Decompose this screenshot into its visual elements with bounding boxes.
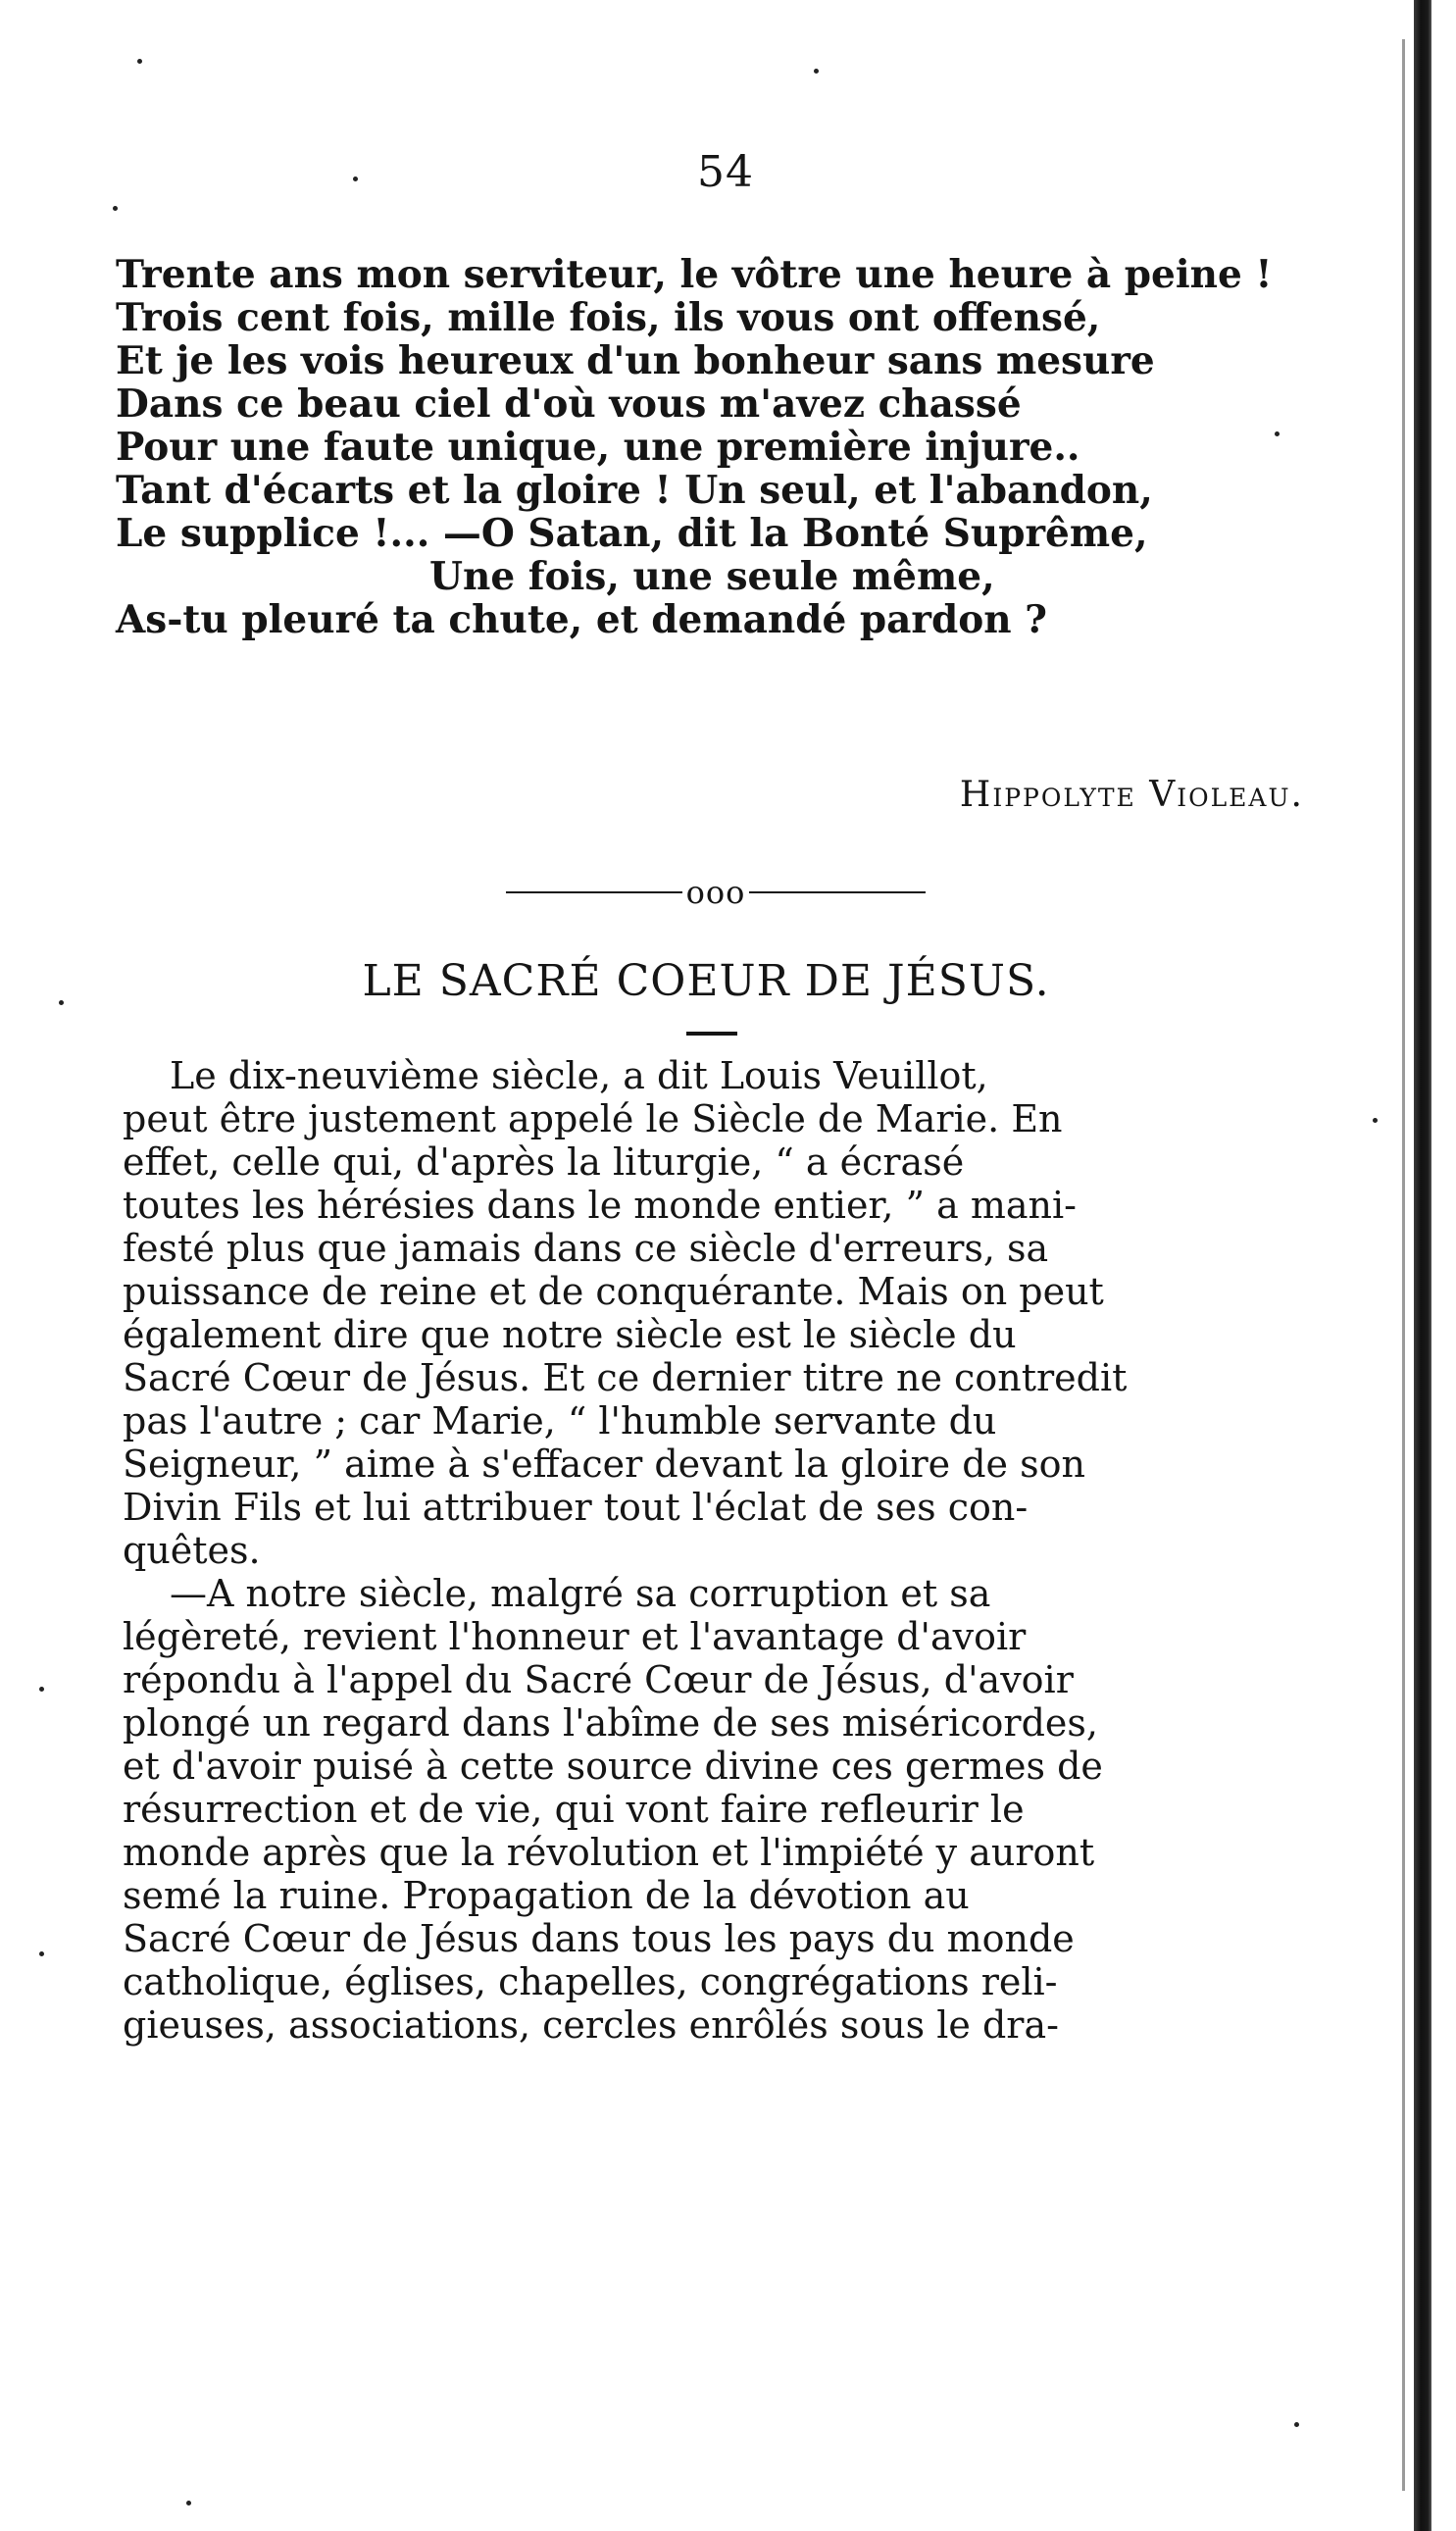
- paragraph-line: Sacré Cœur de Jésus. Et ce dernier titre ne contredit: [123, 1356, 1128, 1399]
- paragraph-line: répondu à l'appel du Sacré Cœur de Jésus, d'avoir: [123, 1658, 1074, 1701]
- paragraph-line: Divin Fils et lui attribuer tout l'éclat de ses con-: [123, 1486, 1029, 1529]
- poem-block: [116, 253, 1351, 641]
- paragraph-line: gieuses, associations, cercles enrôlés sous le dra-: [123, 2003, 1059, 2047]
- paragraph-line: peut être justement appelé le Siècle de Marie. En: [123, 1097, 1063, 1140]
- paragraph-line: plongé un regard dans l'abîme de ses miséricordes,: [123, 1701, 1098, 1745]
- book-spine-edge: [1414, 0, 1431, 2531]
- separator-rule-left: [506, 891, 682, 893]
- paragraph-line: puissance de reine et de conquérante. Mais on peut: [123, 1270, 1104, 1313]
- paragraph-line: semé la ruine. Propagation de la dévotion au: [123, 1874, 970, 1917]
- paragraph-line: Seigneur, ” aime à s'effacer devant la gloire de son: [123, 1443, 1085, 1486]
- poem-line: Trente ans mon serviteur, le vôtre une heure à peine !: [116, 252, 1273, 297]
- scan-speck: [137, 59, 142, 64]
- poem-line: Dans ce beau ciel d'où vous m'avez chassé: [116, 381, 1022, 427]
- poem-line: Trois cent fois, mille fois, ils vous ont offensé,: [116, 295, 1101, 340]
- poem-line: Et je les vois heureux d'un bonheur sans mesure: [116, 338, 1155, 383]
- poem-author-signature: Hippolyte Violeau.: [959, 775, 1304, 815]
- title-underline: [686, 1032, 737, 1036]
- article-body: [123, 1054, 1338, 2047]
- paragraph-line: monde après que la révolution et l'impiété y auront: [123, 1831, 1095, 1874]
- paragraph-line: festé plus que jamais dans ce siècle d'erreurs, sa: [123, 1227, 1049, 1270]
- poem-line: Une fois, une seule même,: [429, 554, 995, 599]
- paragraph-line: également dire que notre siècle est le siècle du: [123, 1313, 1017, 1356]
- scan-speck: [186, 2501, 191, 2506]
- scan-speck: [814, 69, 819, 74]
- paragraph-line: Sacré Cœur de Jésus dans tous les pays du monde: [123, 1917, 1075, 1960]
- paragraph-line: et d'avoir puisé à cette source divine ces germes de: [123, 1745, 1103, 1788]
- scan-speck: [1373, 1118, 1378, 1123]
- poem-line: As-tu pleuré ta chute, et demandé pardon ?: [116, 597, 1048, 642]
- separator-ornament: ooo: [685, 874, 746, 911]
- paragraph-line: catholique, églises, chapelles, congrégations reli-: [123, 1960, 1058, 2003]
- poem-line: Tant d'écarts et la gloire ! Un seul, et l'abandon,: [116, 468, 1153, 513]
- scan-speck: [1294, 2422, 1299, 2427]
- paragraph-line: quêtes.: [123, 1529, 261, 1572]
- scan-speck: [39, 1951, 44, 1956]
- paragraph-line: —A notre siècle, malgré sa corruption et sa: [170, 1572, 991, 1615]
- page-edge-shadow: [1402, 39, 1405, 2491]
- scan-speck: [1275, 431, 1280, 436]
- paragraph-line: légèreté, revient l'honneur et l'avantage d'avoir: [123, 1615, 1027, 1658]
- paragraph-line: Le dix-neuvième siècle, a dit Louis Veuillot,: [170, 1054, 988, 1097]
- scan-speck: [353, 177, 358, 181]
- scan-speck: [113, 206, 118, 211]
- poem-line: Le supplice !... —O Satan, dit la Bonté Suprême,: [116, 511, 1148, 556]
- paragraph-line: toutes les hérésies dans le monde entier, ” a mani-: [123, 1184, 1077, 1227]
- paragraph-line: résurrection et de vie, qui vont faire refleurir le: [123, 1788, 1025, 1831]
- paragraph-line: effet, celle qui, d'après la liturgie, “ a écrasé: [123, 1140, 965, 1184]
- poem-line: Pour une faute unique, une première injure..: [116, 425, 1080, 470]
- section-separator: [490, 873, 941, 912]
- article-title: LE SACRÉ COEUR DE JÉSUS.: [362, 956, 1050, 1006]
- scan-speck: [59, 1000, 64, 1005]
- scan-speck: [39, 1687, 44, 1692]
- separator-rule-right: [749, 891, 926, 893]
- page-number: 54: [697, 147, 754, 197]
- paragraph-line: pas l'autre ; car Marie, “ l'humble servante du: [123, 1399, 997, 1443]
